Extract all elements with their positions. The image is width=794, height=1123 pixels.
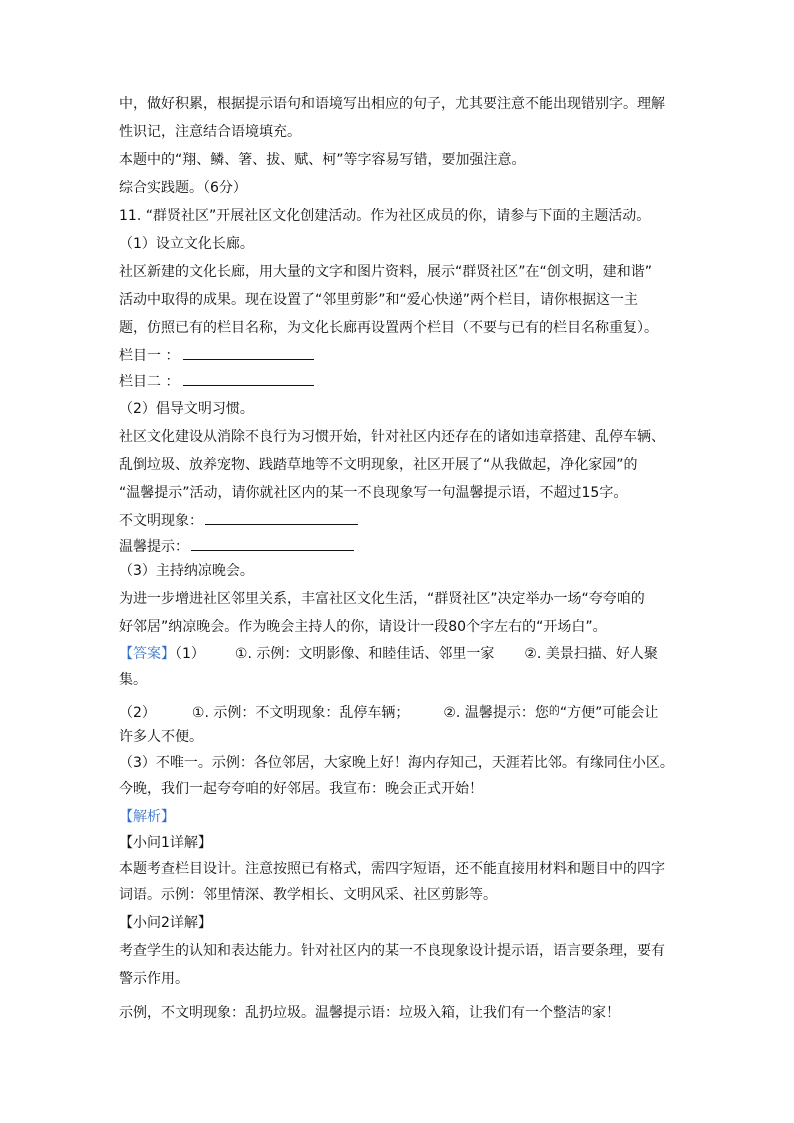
answer-text: “方便”可能会让 [559,705,659,721]
text-line: 考查学生的认知和表达能力。针对社区内的某一不良现象设计提示语，语言要条理，要有 [119,943,665,959]
field-label: 不文明现象： [119,513,203,529]
example-text: 家！ [592,1005,620,1021]
text-line: 活动中取得的成果。现在设置了“邻里剪影”和“爱心快递”两个栏目，请你根据这一主 [119,292,639,308]
text-line: （3）不唯一。示例：各位邻居，大家晚上好！海内存知己，天涯若比邻。有缘同住小区。 [119,755,674,771]
answer-part-number: （1） [175,646,205,662]
sub-analysis-heading: 【小问1详解】 [119,835,212,851]
text-line: 好邻居”纳凉晚会。作为晚会主持人的你，请设计一段80个字左右的“开场白”。 [119,619,607,635]
text-line: 今晚，我们一起夸夸咱的好邻居。我宣布：晚会正式开始！ [119,781,483,797]
text-line: “温馨提示”活动，请你就社区内的某一不良现象写一句温馨提示语，不超过15字。 [119,485,628,501]
answer-blank[interactable] [183,370,314,386]
answer-blank[interactable] [183,344,314,360]
text-line: 性识记，注意结合语境填充。 [119,124,301,140]
answer-option: ①. 示例：文明影像、和睦佳话、邻里一家 [234,646,495,662]
subquestion-heading: （2）倡导文明习惯。 [119,401,254,417]
text-line: 中，做好积累，根据提示语句和语境写出相应的句子，尤其要注意不能出现错别字。理解 [119,96,665,112]
text-line: 乱倒垃圾、放养宠物、践踏草地等不文明现象，社区开展了“从我做起，净化家园”的 [119,457,638,473]
answer-field-row [119,370,314,392]
field-label: 温馨提示： [119,539,189,555]
question-stem: 11. “群贤社区”开展社区文化创建活动。作为社区成员的你，请参与下面的主题活动。 [119,208,651,224]
answer-line [119,644,658,664]
example-line [119,1001,620,1023]
section-heading: 综合实践题。（6分） [119,180,247,196]
text-line: 本题中的“翔、鳞、箸、拔、赋、柯”等字容易写错，要加强注意。 [119,152,526,168]
answer-part-number: （2） [119,705,156,721]
answer-field-row [119,344,314,366]
text-line: 题，仿照已有的栏目名称，为文化长廊再设置两个栏目（不要与已有的栏目名称重复）。 [119,320,658,336]
answer-line [119,701,658,723]
example-text: 示例，不文明现象：乱扔垃圾。温馨提示语：垃圾入箱，让我们有一个整洁 [119,1005,581,1021]
subquestion-heading: （3）主持纳凉晚会。 [119,563,254,579]
answer-option: ②. 美景扫描、好人聚 [524,646,658,662]
superscript-char: 的 [581,1004,592,1017]
field-label: 栏目二 ： [119,374,180,390]
text-line: 社区新建的文化长廊，用大量的文字和图片资料，展示“群贤社区”在“创文明，建和谐” [119,264,653,280]
text-line: 集。 [119,672,147,688]
subquestion-heading: （1）设立文化长廊。 [119,236,254,252]
answer-field-row [119,535,354,557]
answer-option: ①. 示例：不文明现象：乱停车辆； [191,705,410,721]
text-line: 警示作用。 [119,971,189,987]
field-label: 栏目一 ： [119,348,180,364]
answer-blank[interactable] [205,509,358,525]
analysis-tag: 【解析】 [119,809,175,825]
answer-field-row [119,509,358,531]
text-line: 许多人不便。 [119,729,203,745]
answer-option: ②. 温馨提示：您 [443,705,549,721]
text-line: 本题考查栏目设计。注意按照已有格式，需四字短语，还不能直接用材料和题目中的四字 [119,861,665,877]
superscript-char: 的 [548,704,560,717]
text-line: 词语。示例：邻里情深、教学相长、文明风采、社区剪影等。 [119,887,497,903]
sub-analysis-heading: 【小问2详解】 [119,915,212,931]
answer-tag: 【答案】 [119,646,175,662]
answer-blank[interactable] [191,535,354,551]
text-line: 为进一步增进社区邻里关系，丰富社区文化生活，“群贤社区”决定举办一场“夸夸咱的 [119,591,645,607]
text-line: 社区文化建设从消除不良行为习惯开始，针对社区内还存在的诸如违章搭建、乱停车辆、 [119,429,665,445]
